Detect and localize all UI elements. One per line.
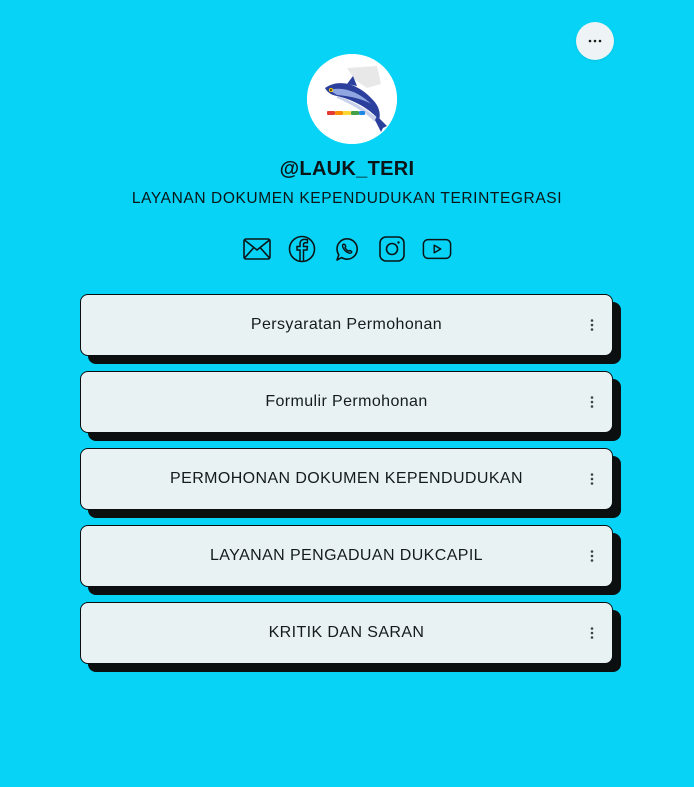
social-youtube-link[interactable] bbox=[422, 234, 452, 264]
link-label: Persyaratan Permohonan bbox=[250, 316, 443, 333]
social-icons bbox=[0, 234, 694, 264]
share-menu-button[interactable] bbox=[576, 22, 614, 60]
link-card[interactable] bbox=[80, 525, 613, 587]
social-whatsapp-link[interactable] bbox=[332, 234, 362, 264]
more-vertical-icon bbox=[590, 472, 594, 486]
link-options-button[interactable] bbox=[586, 392, 598, 412]
link-card-face[interactable] bbox=[80, 371, 613, 433]
mail-icon bbox=[243, 238, 271, 260]
link-card[interactable] bbox=[80, 294, 613, 356]
social-facebook-link[interactable] bbox=[287, 234, 317, 264]
link-list bbox=[80, 294, 613, 679]
youtube-icon bbox=[422, 237, 452, 261]
profile-bio: LAYANAN DOKUMEN KEPENDUDUKAN TERINTEGRASI bbox=[131, 190, 563, 207]
link-label: Formulir Permohonan bbox=[265, 393, 428, 410]
link-card-face[interactable] bbox=[80, 448, 613, 510]
link-card[interactable] bbox=[80, 371, 613, 433]
instagram-icon bbox=[378, 235, 406, 263]
link-card-face[interactable] bbox=[80, 294, 613, 356]
more-vertical-icon bbox=[590, 549, 594, 563]
link-options-button[interactable] bbox=[586, 623, 598, 643]
link-label: KRITIK DAN SARAN bbox=[268, 624, 425, 641]
link-label: LAYANAN PENGADUAN DUKCAPIL bbox=[210, 547, 483, 564]
profile-handle: @LAUK_TERI bbox=[279, 158, 415, 180]
link-label: PERMOHONAN DOKUMEN KEPENDUDUKAN bbox=[170, 470, 523, 487]
link-card[interactable] bbox=[80, 602, 613, 664]
more-vertical-icon bbox=[590, 626, 594, 640]
link-options-button[interactable] bbox=[586, 546, 598, 566]
link-card-face[interactable] bbox=[80, 525, 613, 587]
link-card[interactable] bbox=[80, 448, 613, 510]
link-card-face[interactable] bbox=[80, 602, 613, 664]
logo-image bbox=[307, 54, 397, 144]
avatar bbox=[307, 54, 397, 144]
link-options-button[interactable] bbox=[586, 315, 598, 335]
more-horizontal-icon bbox=[588, 39, 602, 43]
social-email-link[interactable] bbox=[242, 234, 272, 264]
more-vertical-icon bbox=[590, 395, 594, 409]
whatsapp-icon bbox=[333, 235, 361, 263]
link-options-button[interactable] bbox=[586, 469, 598, 489]
social-instagram-link[interactable] bbox=[377, 234, 407, 264]
facebook-icon bbox=[288, 235, 316, 263]
more-vertical-icon bbox=[590, 318, 594, 332]
